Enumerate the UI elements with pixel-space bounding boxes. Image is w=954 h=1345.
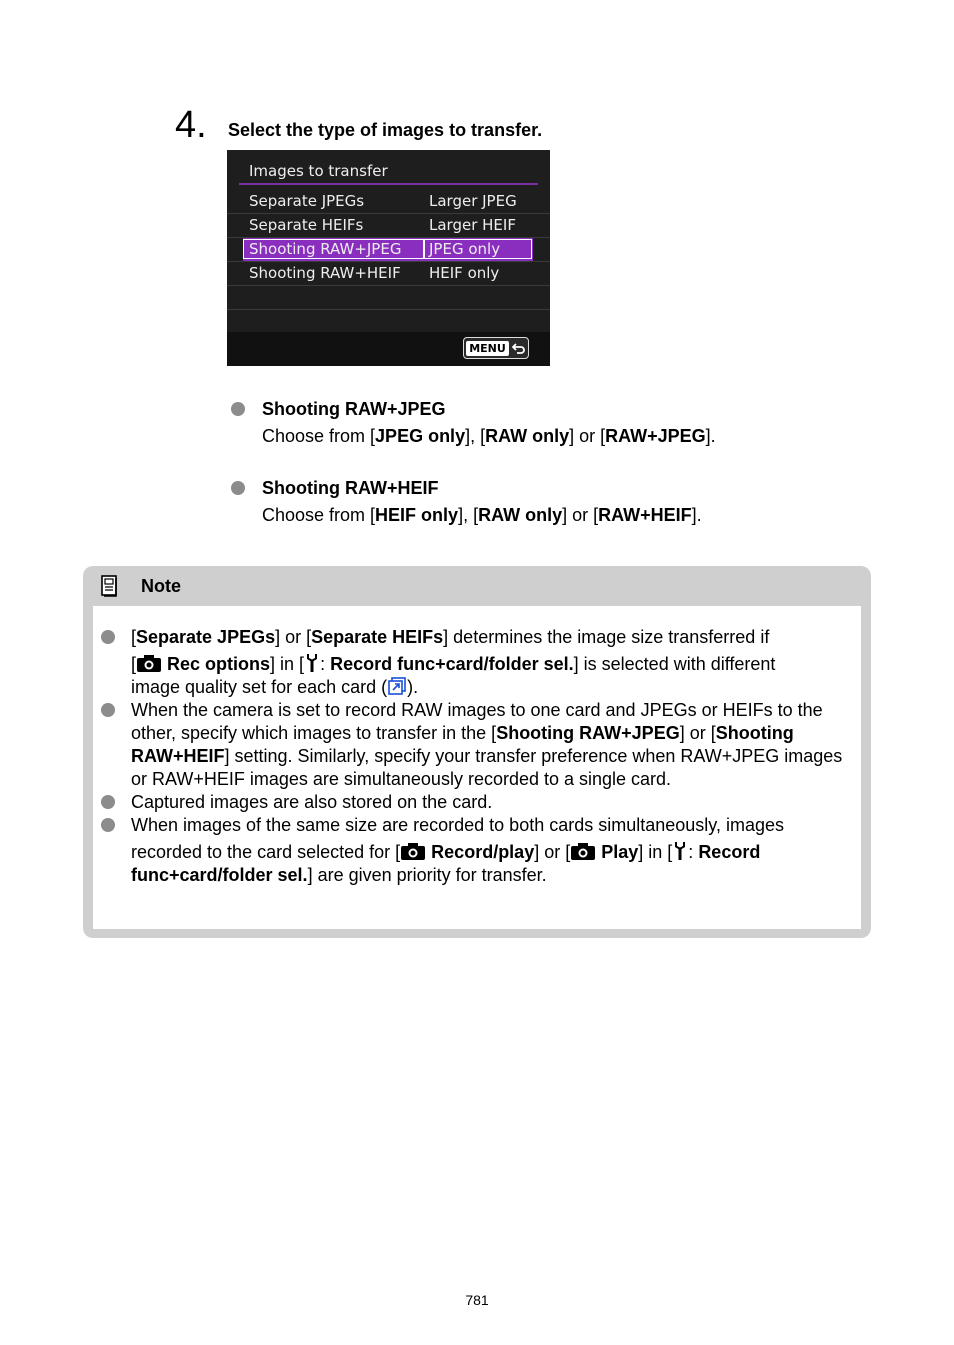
- note-item: [93, 626, 861, 699]
- option-value: RAW only: [478, 505, 563, 525]
- text: ].: [691, 505, 702, 525]
- screen-row-empty: [227, 286, 550, 310]
- text: Choose from [: [262, 426, 376, 446]
- text: ].: [705, 426, 716, 446]
- option-description: [262, 504, 702, 526]
- text: ] or [: [569, 426, 606, 446]
- setting-name: Record func+card/folder sel.: [330, 654, 574, 674]
- text: [: [131, 627, 137, 647]
- text: When images of the same size are recorded to both cards simultaneously, images: [131, 815, 784, 835]
- option-value: RAW+JPEG: [605, 426, 706, 446]
- bullet-icon: [231, 402, 245, 416]
- note-content: [93, 606, 861, 929]
- note-item: [93, 699, 861, 791]
- step-number: 4.: [175, 104, 207, 146]
- setting-name: Record/play: [431, 842, 535, 862]
- text: image quality set for each card (: [131, 677, 388, 697]
- screen-row-right: Larger HEIF: [429, 216, 516, 234]
- camera-screen: [227, 150, 550, 366]
- text: :: [688, 842, 699, 862]
- step-title: Select the type of images to transfer.: [228, 120, 543, 140]
- text: ], [: [465, 426, 486, 446]
- setting-name: Record func+card/folder sel.: [131, 842, 761, 885]
- setting-name: Separate HEIFs: [311, 627, 444, 647]
- bullet-icon: [101, 795, 115, 809]
- text: ] are given priority for transfer.: [307, 865, 547, 885]
- screen-title-underline: [239, 183, 538, 185]
- bullet-icon: [231, 481, 245, 495]
- text: ] determines the image size transferred if: [443, 627, 770, 647]
- text: ] in [: [270, 654, 305, 674]
- note-item: [93, 791, 861, 814]
- setting-name: Shooting RAW+JPEG: [496, 723, 680, 743]
- menu-back-button[interactable]: [463, 337, 529, 359]
- text: ] or [: [275, 627, 312, 647]
- setting-name: Play: [601, 842, 639, 862]
- option-title: Shooting RAW+JPEG: [262, 399, 446, 419]
- text: ] or [: [534, 842, 571, 862]
- setting-name: Shooting RAW+HEIF: [131, 723, 794, 766]
- bullet-icon: [101, 818, 115, 832]
- screen-row[interactable]: [227, 190, 550, 214]
- option-title: Shooting RAW+HEIF: [262, 478, 439, 498]
- text: ], [: [458, 505, 479, 525]
- screen-row[interactable]: [227, 214, 550, 238]
- option-description: [262, 425, 716, 447]
- screen-row-left: Shooting RAW+HEIF: [249, 264, 401, 282]
- setting-name: Rec options: [167, 654, 271, 674]
- text: ] or [: [562, 505, 599, 525]
- option-value: JPEG only: [375, 426, 466, 446]
- screen-menu-list: [227, 190, 550, 334]
- wrench-icon: [304, 653, 320, 673]
- menu-label: MENU: [466, 341, 509, 356]
- screen-row[interactable]: [227, 262, 550, 286]
- text: [: [131, 654, 137, 674]
- camera-icon: [136, 653, 162, 673]
- text: ] in [: [638, 842, 673, 862]
- text: ] setting. Similarly, specify your transfer preference when RAW+JPEG images or RAW+HEIF images are simultaneously recorded to a single card.: [131, 746, 843, 789]
- option-value: RAW+HEIF: [598, 505, 692, 525]
- text: ] or [: [679, 723, 716, 743]
- screen-title: Images to transfer: [249, 162, 388, 180]
- setting-name: Separate JPEGs: [136, 627, 276, 647]
- page-link-icon[interactable]: [387, 676, 407, 696]
- screen-row-left: Shooting RAW+JPEG: [249, 240, 402, 258]
- screen-row-empty: [227, 310, 550, 334]
- text: When the camera is set to record RAW images to one card and JPEGs or HEIFs to the other, specify which images to transfer in the [: [131, 700, 823, 743]
- text: Captured images are also stored on the card.: [131, 792, 493, 812]
- text: ).: [407, 677, 419, 697]
- text: Choose from [: [262, 505, 376, 525]
- text: recorded to the card selected for [: [131, 842, 401, 862]
- bullet-icon: [101, 630, 115, 644]
- camera-icon: [400, 841, 426, 861]
- option-value: RAW only: [485, 426, 570, 446]
- wrench-icon: [672, 841, 688, 861]
- page-number: 781: [465, 1292, 489, 1308]
- note-icon: [101, 575, 119, 597]
- note-item: [93, 814, 861, 887]
- option-value: HEIF only: [375, 505, 459, 525]
- screen-row-right: Larger JPEG: [429, 192, 517, 210]
- back-arrow-icon: [512, 341, 526, 355]
- text: ] is selected with different: [573, 654, 776, 674]
- note-list: [93, 626, 861, 887]
- screen-row-left: Separate HEIFs: [249, 216, 364, 234]
- screen-row-selected[interactable]: [227, 238, 550, 262]
- screen-row-left: Separate JPEGs: [249, 192, 365, 210]
- camera-icon: [570, 841, 596, 861]
- note-title: Note: [141, 576, 181, 596]
- note-box: [83, 566, 871, 938]
- text: :: [320, 654, 331, 674]
- screen-footer: [227, 332, 550, 366]
- screen-row-right: JPEG only: [429, 240, 501, 258]
- bullet-icon: [101, 703, 115, 717]
- screen-row-right: HEIF only: [429, 264, 500, 282]
